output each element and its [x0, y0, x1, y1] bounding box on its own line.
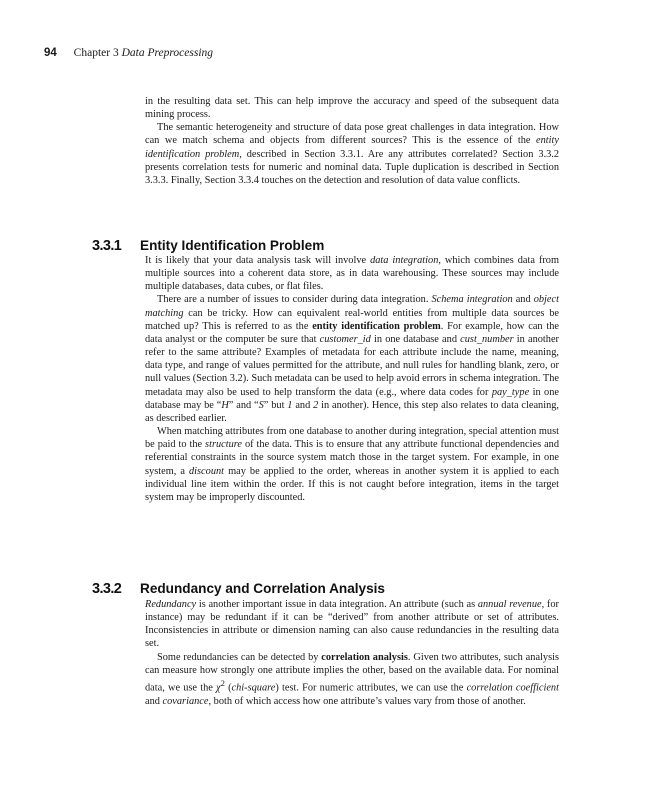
section-title: Redundancy and Correlation Analysis — [140, 581, 385, 596]
paragraph: When matching attributes from one database to another during integration, special attention must be paid to the structure of the data. This is to ensure that any attribute functional dependencies and referential constraints in the source system match those in the target system. For example, in one system, a discount may be applied to the order, whereas in another system it is applied to each individual line item within the order. If this is not caught before integration, items in the target system may be improperly discounted. — [145, 426, 559, 503]
paragraph: Redundancy is another important issue in data integration. An attribute (such as annual revenue, for instance) may be redundant if it can be “derived” from another attribute or set of attributes. Inconsistencies in attribute or dimension naming can also cause redundancies in the resulting data set. — [145, 599, 559, 650]
section-title: Entity Identification Problem — [140, 238, 325, 253]
section-heading-3-3-2 — [92, 573, 572, 600]
intro-paragraph-2: The semantic heterogeneity and structure of data pose great challenges in data integration. How can we match schema and objects from different sources? This is the essence of the entity identification problem, described in Section 3.3.1. Are any attributes correlated? Section 3.3.2 presents correlation tests for numeric and nominal data. Tuple duplication is described in Section 3.3.3. Finally, Section 3.3.4 touches on the detection and resolution of data value conflicts. — [145, 122, 560, 186]
section-number: 3.3.2 — [92, 581, 122, 597]
term-entity-identification-bold: entity identification problem — [312, 320, 441, 332]
term-entity-identification: entity identification problem — [145, 135, 559, 160]
chi-symbol: χ — [216, 682, 221, 694]
paragraph: There are a number of issues to consider during data integration. Schema integration and object matching can be tricky. How can equivalent real-world entities from multiple data sources be matched up? This is referred to as the entity identification problem. For example, how can the data analyst or the computer be sure that customer_id in one database and cust_number in another refer to the same attribute? Examples of metadata for each attribute include the name, meaning, data type, and range of values permitted for the attribute, and null rules for handling blank, zero, or null values (Section 3.2). Such metadata can be used to help avoid errors in schema integration. The metadata may also be used to help transform the data (e.g., where data codes for pay_type in one database may be “H” and “S” but 1 and 2 in another). Hence, this step also relates to data cleaning, as described earlier. — [145, 294, 560, 424]
chapter-label: Chapter 3 — [73, 47, 119, 59]
running-head — [44, 47, 213, 59]
chi-superscript: 2 — [220, 677, 225, 688]
section-3-3-1-body — [145, 254, 559, 504]
section-3-3-2-body — [145, 598, 559, 708]
term-correlation-analysis: correlation analysis — [321, 651, 408, 663]
section-heading-3-3-1 — [92, 230, 572, 257]
paragraph: It is likely that your data analysis task will involve data integration, which combines data from multiple sources into a coherent data store, as in data warehousing. These sources may include multiple databases, data cubes, or flat files. — [145, 255, 560, 293]
paragraph: Some redundancies can be detected by correlation analysis. Given two attributes, such analysis can measure how strongly one attribute implies the other, based on the available data. For nominal data, we use the $\chi^2$ (chi-square) test. For numeric attributes, we can use the correlation coefficient and covariance, both of which access how one attribute’s values vary from those of another. — [145, 651, 560, 707]
intro-paragraph-1: in the resulting data set. This can help improve the accuracy and speed of the subsequent data mining process. — [145, 96, 559, 121]
section-number: 3.3.1 — [92, 238, 122, 254]
intro-text — [145, 95, 559, 187]
page-number: 94 — [44, 47, 57, 59]
chapter-title: Data Preprocessing — [121, 47, 214, 59]
